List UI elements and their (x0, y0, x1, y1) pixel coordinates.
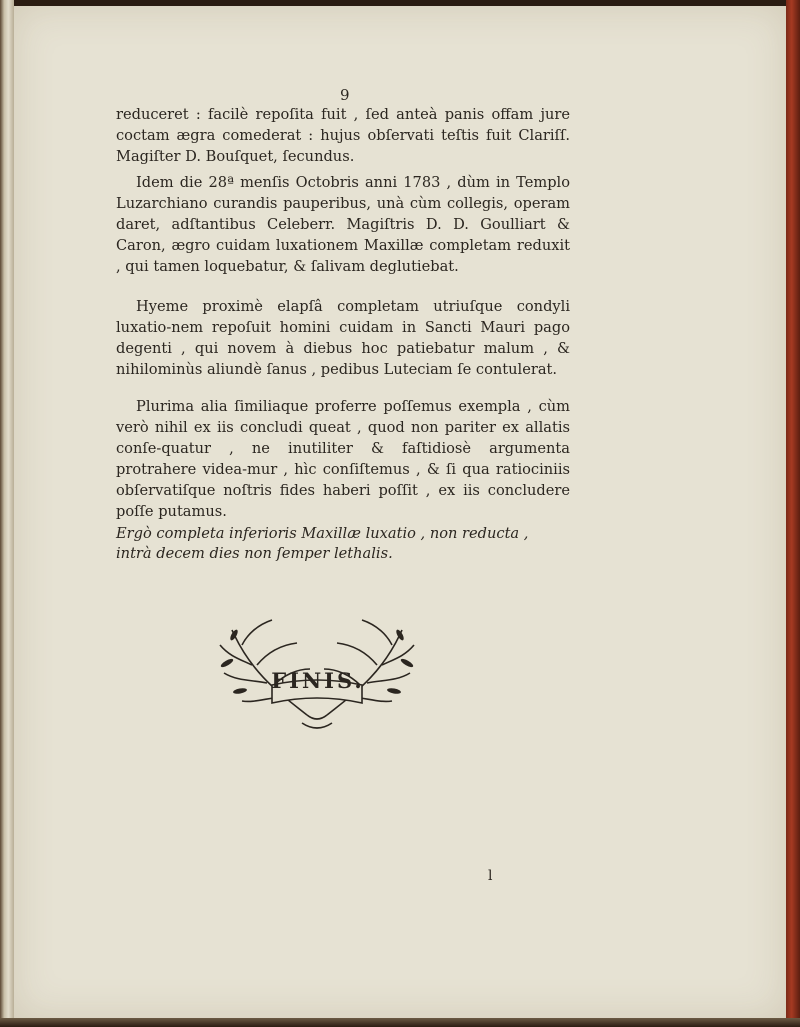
bottom-mark: l (488, 868, 493, 884)
paragraph-3 (116, 296, 570, 380)
page-edge (786, 0, 800, 1027)
page-number: 9 (340, 86, 350, 104)
paragraph-2 (116, 172, 570, 277)
page-bottom-edge (0, 1018, 800, 1027)
paragraph-text: reduceret : facilè repoſita fuit , ſed anteà panis offam jure coctam ægra comederat : hujus obſervati teſtis fuit Clariſſ. Magiſter D. Bouſquet, ſecundus. (116, 106, 570, 165)
book-spine (0, 0, 14, 1027)
paragraph-4 (116, 396, 570, 522)
conclusion-text: Ergò completa inferioris Maxillæ luxatio , non reducta , intrà decem dies non ſemper lethalis. (116, 525, 529, 562)
paragraph-text: Hyeme proximè elapſâ completam utriuſque condyli luxatio-nem repoſuit homini cuidam in Sancti Mauri pago degenti , qui novem à diebus hoc patiebatur malum , & nihilominùs aliundè ſanus , pedibus Luteciam ſe contulerat. (116, 298, 570, 378)
paragraph-1 (116, 104, 570, 167)
paragraph-text: Plurima alia ſimiliaque proferre poſſemus exempla , cùm verò nihil ex iis concludi queat , quod non pariter ex allatis conſe-quatur , ne inutiliter & faſtidiosè argumenta protrahere videa-mur , hìc conſiſtemus , & ſi qua ratiociniis obſervatiſque noſtris fides haberi poſſit , ex iis concludere poſſe putamus. (116, 398, 570, 520)
paragraph-text: Idem die 28ª menſis Octobris anni 1783 , dùm in Templo Luzarchiano curandis pauperibus, unà cùm collegis, operam daret, adſtantibus Celeberr. Magiſtris D. D. Goulliart & Caron, ægro cuidam luxationem Maxillæ completam reduxit , qui tamen loquebatur, & ſalivam deglutiebat. (116, 174, 570, 275)
finis-label: FINIS. (271, 668, 365, 693)
